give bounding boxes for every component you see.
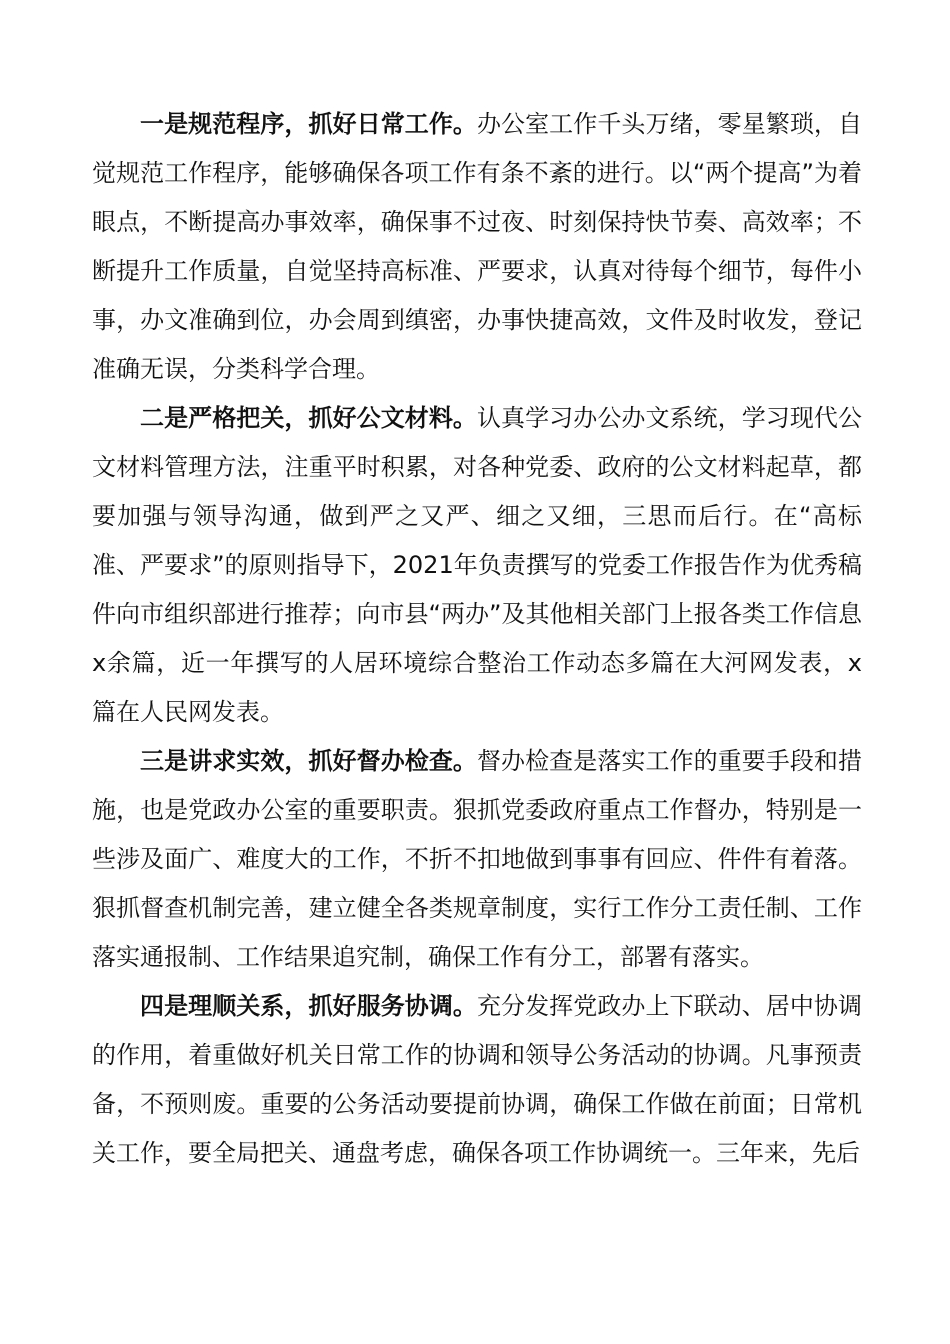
- paragraph-1-text: 办公室工作千头万绪，零星繁琐，自觉规范工作程序，能够确保各项工作有条不紊的进行。以“两个提高”为着眼点，不断提高办事效率，确保事不过夜、时刻保持快节奏、高效率；不断提升工作质量，自觉坚持高标准、严要求，认真对待每个细节，每件小事，办文准确到位，办会周到缜密，办事快捷高效，文件及时收发，登记准确无误，分类科学合理。: [92, 110, 863, 383]
- paragraph-1: [92, 100, 862, 394]
- paragraph-2: [92, 394, 862, 737]
- paragraph-4-text: 充分发挥党政办上下联动、居中协调的作用，着重做好机关日常工作的协调和领导公务活动的协调。凡事预责备，不预则废。重要的公务活动要提前协调，确保工作做在前面；日常机关工作，要全局把关、通盘考虑，确保各项工作协调统一。三年来，先后: [92, 992, 863, 1167]
- paragraph-2-heading: 二是严格把关，抓好公文材料。: [140, 404, 477, 432]
- paragraph-2-text: 认真学习办公办文系统，学习现代公文材料管理方法，注重平时积累，对各种党委、政府的公文材料起草，都要加强与领导沟通，做到严之又严、细之又细，三思而后行。在“高标准、严要求”的原则指导下，2021年负责撰写的党委工作报告作为优秀稿件向市组织部进行推荐；向市县“两办”及其他相关部门上报各类工作信息x余篇，近一年撰写的人居环境综合整治工作动态多篇在大河网发表，x篇在人民网发表。: [92, 404, 863, 726]
- document-body: [92, 100, 862, 1178]
- paragraph-3-heading: 三是讲求实效，抓好督办检查。: [140, 747, 477, 775]
- paragraph-3-text: 督办检查是落实工作的重要手段和措施，也是党政办公室的重要职责。狠抓党委政府重点工作督办，特别是一些涉及面广、难度大的工作，不折不扣地做到事事有回应、件件有着落。狠抓督查机制完善，建立健全各类规章制度，实行工作分工责任制、工作落实通报制、工作结果追究制，确保工作有分工，部署有落实。: [92, 747, 863, 971]
- paragraph-4-heading: 四是理顺关系，抓好服务协调。: [140, 992, 477, 1020]
- paragraph-3: [92, 737, 862, 982]
- paragraph-1-heading: 一是规范程序，抓好日常工作。: [140, 110, 477, 138]
- paragraph-4: [92, 982, 862, 1178]
